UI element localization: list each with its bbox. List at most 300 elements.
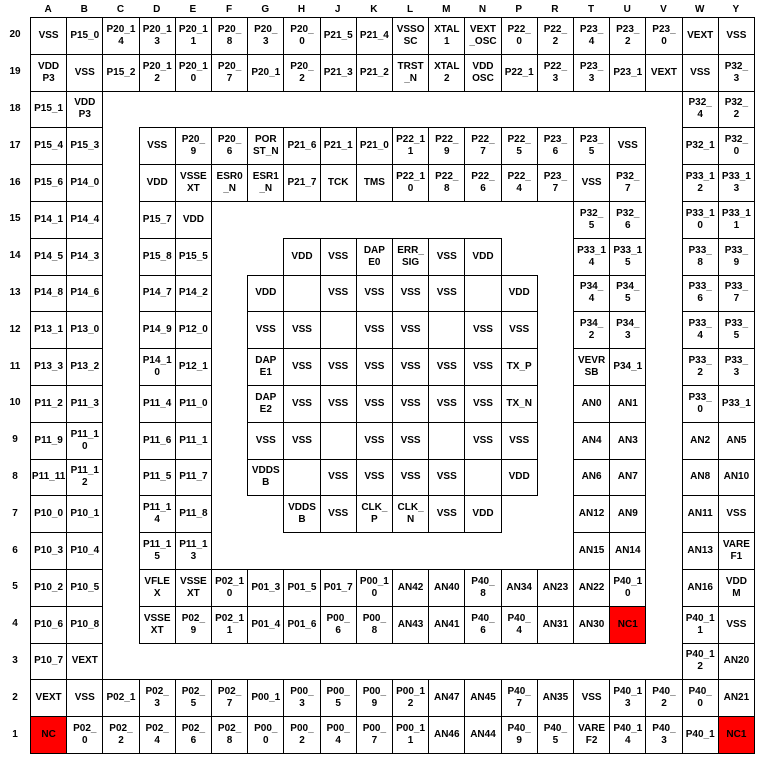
pin-w17: P32_1	[682, 127, 719, 165]
row-label-10: 10	[9, 397, 21, 409]
pin-u4: NC1	[609, 606, 646, 644]
pin-h4: P01_6	[283, 606, 320, 644]
pin-g2: P00_1	[247, 679, 284, 717]
pin-h17: P21_6	[283, 127, 320, 165]
pin-k9: VSS	[356, 422, 393, 460]
pin-k16: TMS	[356, 164, 393, 202]
pin-a7: P10_0	[30, 495, 67, 533]
pin-d19: P20_1 2	[139, 54, 176, 92]
pin-b13: P14_6	[66, 275, 103, 313]
pin-u5: P40_1 0	[609, 569, 646, 607]
pin-l12: VSS	[392, 311, 429, 349]
pin-p9: VSS	[501, 422, 538, 460]
pin-u6: AN14	[609, 532, 646, 570]
pin-g11: DAP E1	[247, 348, 284, 386]
pin-a19: VDD P3	[30, 54, 67, 92]
pin-b18: VDD P3	[66, 91, 103, 129]
pin-w5: AN16	[682, 569, 719, 607]
pin-e14: P15_5	[175, 238, 212, 276]
pin-p16: P22_ 4	[501, 164, 538, 202]
pin-u11: P34_1	[609, 348, 646, 386]
pin-d8: P11_5	[139, 459, 176, 497]
pin-a11: P13_3	[30, 348, 67, 386]
pin-t4: AN30	[573, 606, 610, 644]
pin-a14: P14_5	[30, 238, 67, 276]
column-label-u: U	[623, 4, 631, 15]
row-label-17: 17	[9, 139, 21, 151]
pin-w10: P33_ 0	[682, 385, 719, 423]
pin-k17: P21_0	[356, 127, 393, 165]
pin-n4: P40_ 6	[464, 606, 501, 644]
pin-p13: VDD	[501, 275, 538, 313]
pin-r1: P40_ 5	[537, 716, 574, 754]
pin-t16: VSS	[573, 164, 610, 202]
pin-b14: P14_3	[66, 238, 103, 276]
row-label-9: 9	[12, 434, 18, 446]
column-label-d: D	[153, 4, 161, 15]
pin-b20: P15_0	[66, 17, 103, 55]
pin-f19: P20_ 7	[211, 54, 248, 92]
pin-t14: P33_1 4	[573, 238, 610, 276]
pin-l4: AN43	[392, 606, 429, 644]
pin-d6: P11_1 5	[139, 532, 176, 570]
pin-b9: P11_1 0	[66, 422, 103, 460]
pin-a17: P15_4	[30, 127, 67, 165]
pin-a16: P15_6	[30, 164, 67, 202]
pin-l7: CLK_ N	[392, 495, 429, 533]
pin-y20: VSS	[718, 17, 755, 55]
pin-j11: VSS	[320, 348, 357, 386]
pin-k20: P21_4	[356, 17, 393, 55]
pin-m1: AN46	[428, 716, 465, 754]
pin-d12: P14_9	[139, 311, 176, 349]
pin-a10: P11_2	[30, 385, 67, 423]
pin-w18: P32_ 4	[682, 91, 719, 129]
pin-g19: P20_1	[247, 54, 284, 92]
pin-h19: P20_ 2	[283, 54, 320, 92]
pin-h12: VSS	[283, 311, 320, 349]
pin-h5: P01_5	[283, 569, 320, 607]
pin-h13	[283, 275, 320, 313]
pin-y15: P33_1 1	[718, 201, 755, 239]
pin-h7: VDDS B	[283, 495, 320, 533]
pin-f4: P02_1 1	[211, 606, 248, 644]
pin-j17: P21_1	[320, 127, 357, 165]
pin-m9	[428, 422, 465, 460]
pin-y4: VSS	[718, 606, 755, 644]
column-label-b: B	[80, 4, 88, 15]
pin-h16: P21_7	[283, 164, 320, 202]
pin-g20: P20_ 3	[247, 17, 284, 55]
pin-j16: TCK	[320, 164, 357, 202]
pin-g12: VSS	[247, 311, 284, 349]
row-label-1: 1	[12, 728, 18, 740]
pin-w15: P33_1 0	[682, 201, 719, 239]
pin-j4: P00_ 6	[320, 606, 357, 644]
pin-j1: P00_ 4	[320, 716, 357, 754]
pin-y16: P33_1 3	[718, 164, 755, 202]
pin-e6: P11_1 3	[175, 532, 212, 570]
pin-b8: P11_1 2	[66, 459, 103, 497]
row-label-11: 11	[9, 360, 21, 372]
pin-r19: P22_ 3	[537, 54, 574, 92]
pin-v19: VEXT	[645, 54, 682, 92]
pin-t2: VSS	[573, 679, 610, 717]
pin-p1: P40_ 9	[501, 716, 538, 754]
pin-d16: VDD	[139, 164, 176, 202]
pin-m16: P22_ 8	[428, 164, 465, 202]
pin-e12: P12_0	[175, 311, 212, 349]
pin-j12	[320, 311, 357, 349]
pin-k4: P00_ 8	[356, 606, 393, 644]
pin-p4: P40_ 4	[501, 606, 538, 644]
pin-p5: AN34	[501, 569, 538, 607]
pin-n11: VSS	[464, 348, 501, 386]
pin-w1: P40_1	[682, 716, 719, 754]
row-label-20: 20	[9, 29, 21, 41]
pin-p17: P22_ 5	[501, 127, 538, 165]
pin-n8	[464, 459, 501, 497]
pin-t13: P34_ 4	[573, 275, 610, 313]
pin-b10: P11_3	[66, 385, 103, 423]
pin-f16: ESR0 _N	[211, 164, 248, 202]
row-label-7: 7	[12, 507, 18, 519]
pin-a1: NC	[30, 716, 67, 754]
row-label-5: 5	[12, 581, 18, 593]
pin-b3: VEXT	[66, 643, 103, 681]
pin-m20: XTAL 1	[428, 17, 465, 55]
pin-e16: VSSE XT	[175, 164, 212, 202]
pin-d20: P20_1 3	[139, 17, 176, 55]
pin-t15: P32_ 5	[573, 201, 610, 239]
pin-d1: P02_ 4	[139, 716, 176, 754]
pin-e20: P20_1 1	[175, 17, 212, 55]
pin-l19: TRST _N	[392, 54, 429, 92]
pin-g5: P01_3	[247, 569, 284, 607]
pin-t12: P34_ 2	[573, 311, 610, 349]
pin-m10: VSS	[428, 385, 465, 423]
pin-j2: P00_ 5	[320, 679, 357, 717]
pin-b1: P02_ 0	[66, 716, 103, 754]
pin-b2: VSS	[66, 679, 103, 717]
pin-p10: TX_N	[501, 385, 538, 423]
column-label-m: M	[442, 4, 451, 15]
pin-m2: AN47	[428, 679, 465, 717]
pin-f17: P20_ 6	[211, 127, 248, 165]
pin-p20: P22_ 0	[501, 17, 538, 55]
pin-n13	[464, 275, 501, 313]
pin-d15: P15_7	[139, 201, 176, 239]
pin-r16: P23_ 7	[537, 164, 574, 202]
pin-n12: VSS	[464, 311, 501, 349]
pin-t11: VEVR SB	[573, 348, 610, 386]
pin-d17: VSS	[139, 127, 176, 165]
pin-t5: AN22	[573, 569, 610, 607]
pin-b11: P13_2	[66, 348, 103, 386]
pin-t9: AN4	[573, 422, 610, 460]
pin-u10: AN1	[609, 385, 646, 423]
pin-g16: ESR1 _N	[247, 164, 284, 202]
pin-f20: P20_ 8	[211, 17, 248, 55]
pin-n7: VDD	[464, 495, 501, 533]
pin-p11: TX_P	[501, 348, 538, 386]
pin-u20: P23_ 2	[609, 17, 646, 55]
pin-c20: P20_1 4	[102, 17, 139, 55]
pin-j7: VSS	[320, 495, 357, 533]
pin-l14: ERR_ SIG	[392, 238, 429, 276]
pin-v1: P40_ 3	[645, 716, 682, 754]
row-label-6: 6	[12, 544, 18, 556]
pin-d2: P02_ 3	[139, 679, 176, 717]
pin-w4: P40_1 1	[682, 606, 719, 644]
pin-a3: P10_7	[30, 643, 67, 681]
pin-w3: P40_1 2	[682, 643, 719, 681]
pin-n16: P22_ 6	[464, 164, 501, 202]
pin-d11: P14_1 0	[139, 348, 176, 386]
column-label-c: C	[116, 4, 125, 15]
pin-k1: P00_ 7	[356, 716, 393, 754]
pin-d7: P11_1 4	[139, 495, 176, 533]
pin-w2: P40_ 0	[682, 679, 719, 717]
pin-d10: P11_4	[139, 385, 176, 423]
pin-y1: NC1	[718, 716, 755, 754]
pin-n10: VSS	[464, 385, 501, 423]
pin-r5: AN23	[537, 569, 574, 607]
pin-f1: P02_ 8	[211, 716, 248, 754]
pin-b4: P10_8	[66, 606, 103, 644]
pin-n19: VDD OSC	[464, 54, 501, 92]
pin-a13: P14_8	[30, 275, 67, 313]
pin-u16: P32_ 7	[609, 164, 646, 202]
column-label-n: N	[478, 4, 487, 15]
pin-v2: P40_ 2	[645, 679, 682, 717]
pin-k11: VSS	[356, 348, 393, 386]
pin-b19: VSS	[66, 54, 103, 92]
pin-l13: VSS	[392, 275, 429, 313]
pin-g8: VDDS B	[247, 459, 284, 497]
pin-t1: VARE F2	[573, 716, 610, 754]
pin-h14: VDD	[283, 238, 320, 276]
pin-a2: VEXT	[30, 679, 67, 717]
pin-g9: VSS	[247, 422, 284, 460]
pin-e11: P12_1	[175, 348, 212, 386]
column-label-r: R	[551, 4, 559, 15]
pin-m5: AN40	[428, 569, 465, 607]
pin-y14: P33_ 9	[718, 238, 755, 276]
pin-w12: P33_ 4	[682, 311, 719, 349]
pin-u14: P33_1 5	[609, 238, 646, 276]
pin-h1: P00_ 2	[283, 716, 320, 754]
pin-d4: VSSE XT	[139, 606, 176, 644]
column-label-g: G	[261, 4, 270, 15]
pin-p12: VSS	[501, 311, 538, 349]
row-label-14: 14	[9, 250, 21, 262]
pin-p19: P22_1	[501, 54, 538, 92]
row-label-19: 19	[9, 66, 21, 78]
pin-w13: P33_ 6	[682, 275, 719, 313]
pin-j14: VSS	[320, 238, 357, 276]
pin-w16: P33_1 2	[682, 164, 719, 202]
pin-n17: P22_ 7	[464, 127, 501, 165]
pin-h8	[283, 459, 320, 497]
pin-y11: P33_ 3	[718, 348, 755, 386]
pin-c2: P02_1	[102, 679, 139, 717]
column-label-a: A	[44, 4, 52, 15]
row-label-13: 13	[9, 287, 21, 298]
pin-d13: P14_7	[139, 275, 176, 313]
column-label-p: P	[515, 4, 523, 15]
row-label-18: 18	[9, 103, 21, 114]
pin-n20: VEXT _OSC	[464, 17, 501, 55]
pin-t6: AN15	[573, 532, 610, 570]
pin-u9: AN3	[609, 422, 646, 460]
pin-e7: P11_8	[175, 495, 212, 533]
pin-b6: P10_4	[66, 532, 103, 570]
pin-j9	[320, 422, 357, 460]
column-label-t: T	[588, 4, 595, 15]
pin-t17: P23_ 5	[573, 127, 610, 165]
pin-d5: VFLE X	[139, 569, 176, 607]
pin-l2: P00_1 2	[392, 679, 429, 717]
pin-r20: P22_ 2	[537, 17, 574, 55]
pin-j10: VSS	[320, 385, 357, 423]
pin-k14: DAP E0	[356, 238, 393, 276]
pin-a12: P13_1	[30, 311, 67, 349]
pin-r2: AN35	[537, 679, 574, 717]
pin-b5: P10_5	[66, 569, 103, 607]
pin-k8: VSS	[356, 459, 393, 497]
pin-y3: AN20	[718, 643, 755, 681]
pin-f5: P02_1 0	[211, 569, 248, 607]
pin-m4: AN41	[428, 606, 465, 644]
pin-u12: P34_ 3	[609, 311, 646, 349]
row-label-2: 2	[12, 691, 18, 703]
pin-j19: P21_3	[320, 54, 357, 92]
pin-h2: P00_ 3	[283, 679, 320, 717]
pin-g17: POR ST_N	[247, 127, 284, 165]
pin-l5: AN42	[392, 569, 429, 607]
pin-v20: P23_ 0	[645, 17, 682, 55]
pin-j13: VSS	[320, 275, 357, 313]
row-label-12: 12	[9, 323, 21, 335]
pin-e5: VSSE XT	[175, 569, 212, 607]
pin-m7: VSS	[428, 495, 465, 533]
pin-w11: P33_ 2	[682, 348, 719, 386]
pin-b16: P14_0	[66, 164, 103, 202]
pin-l16: P22_1 0	[392, 164, 429, 202]
row-label-16: 16	[9, 176, 21, 188]
pin-w6: AN13	[682, 532, 719, 570]
pin-d9: P11_6	[139, 422, 176, 460]
pin-w9: AN2	[682, 422, 719, 460]
pin-m14: VSS	[428, 238, 465, 276]
pin-a9: P11_9	[30, 422, 67, 460]
pin-y18: P32_ 2	[718, 91, 755, 129]
pin-a6: P10_3	[30, 532, 67, 570]
pin-k19: P21_2	[356, 54, 393, 92]
pin-g4: P01_4	[247, 606, 284, 644]
pin-w8: AN8	[682, 459, 719, 497]
pin-k13: VSS	[356, 275, 393, 313]
pin-k12: VSS	[356, 311, 393, 349]
pin-u19: P23_1	[609, 54, 646, 92]
pin-e13: P14_2	[175, 275, 212, 313]
row-label-8: 8	[12, 471, 18, 482]
pin-u7: AN9	[609, 495, 646, 533]
pin-n5: P40_ 8	[464, 569, 501, 607]
pin-k5: P00_1 0	[356, 569, 393, 607]
pin-t19: P23_ 3	[573, 54, 610, 92]
pin-h9: VSS	[283, 422, 320, 460]
pin-e19: P20_1 0	[175, 54, 212, 92]
pin-t7: AN12	[573, 495, 610, 533]
pin-e2: P02_ 5	[175, 679, 212, 717]
pin-u1: P40_1 4	[609, 716, 646, 754]
pin-e17: P20_ 9	[175, 127, 212, 165]
column-label-f: F	[226, 4, 233, 15]
pin-l8: VSS	[392, 459, 429, 497]
pin-g10: DAP E2	[247, 385, 284, 423]
pin-h11: VSS	[283, 348, 320, 386]
pin-y13: P33_ 7	[718, 275, 755, 313]
pin-u13: P34_ 5	[609, 275, 646, 313]
pin-g1: P00_ 0	[247, 716, 284, 754]
pin-m19: XTAL 2	[428, 54, 465, 92]
column-label-h: H	[297, 4, 306, 15]
pin-c1: P02_ 2	[102, 716, 139, 754]
pin-e10: P11_0	[175, 385, 212, 423]
pin-t10: AN0	[573, 385, 610, 423]
row-label-15: 15	[9, 213, 21, 225]
pin-a8: P11_11	[30, 459, 67, 497]
pin-h10: VSS	[283, 385, 320, 423]
pin-y9: AN5	[718, 422, 755, 460]
row-label-3: 3	[12, 655, 18, 666]
pin-b17: P15_3	[66, 127, 103, 165]
pin-b15: P14_4	[66, 201, 103, 239]
pin-h20: P20_ 0	[283, 17, 320, 55]
pin-j8: VSS	[320, 459, 357, 497]
pin-e9: P11_1	[175, 422, 212, 460]
pin-n1: AN44	[464, 716, 501, 754]
pin-u2: P40_1 3	[609, 679, 646, 717]
pin-a20: VSS	[30, 17, 67, 55]
pin-l10: VSS	[392, 385, 429, 423]
pin-a15: P14_1	[30, 201, 67, 239]
pin-l1: P00_1 1	[392, 716, 429, 754]
pin-b12: P13_0	[66, 311, 103, 349]
column-label-y: Y	[732, 4, 740, 15]
pin-m11: VSS	[428, 348, 465, 386]
pin-e1: P02_ 6	[175, 716, 212, 754]
pin-w20: VEXT	[682, 17, 719, 55]
pin-w7: AN11	[682, 495, 719, 533]
pin-y17: P32_ 0	[718, 127, 755, 165]
pin-c19: P15_2	[102, 54, 139, 92]
pin-u15: P32_ 6	[609, 201, 646, 239]
pin-y5: VDD M	[718, 569, 755, 607]
pin-u8: AN7	[609, 459, 646, 497]
pin-y2: AN21	[718, 679, 755, 717]
pin-e4: P02_ 9	[175, 606, 212, 644]
pin-l17: P22_1 1	[392, 127, 429, 165]
pin-j20: P21_5	[320, 17, 357, 55]
pin-a18: P15_1	[30, 91, 67, 129]
pin-r4: AN31	[537, 606, 574, 644]
pin-k10: VSS	[356, 385, 393, 423]
pin-a5: P10_2	[30, 569, 67, 607]
pin-t8: AN6	[573, 459, 610, 497]
